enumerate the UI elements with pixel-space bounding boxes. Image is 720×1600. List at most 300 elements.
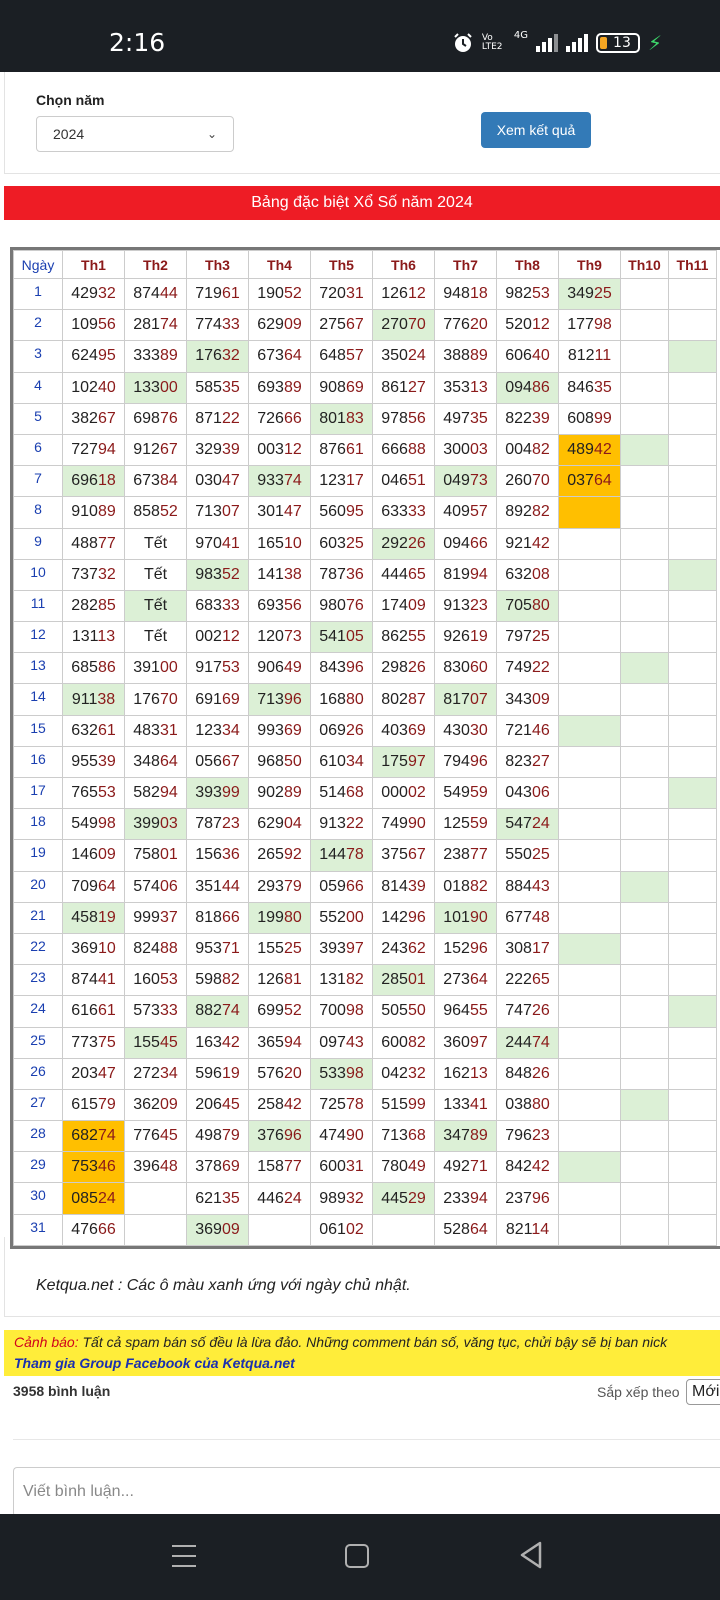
result-last-digits: 64	[469, 1220, 488, 1238]
result-cell	[621, 528, 669, 559]
result-last-digits: 09	[283, 316, 302, 334]
table-row	[14, 1058, 717, 1089]
result-cell	[249, 279, 311, 310]
result-prefix: 403	[381, 721, 408, 739]
sort-label: Sắp xếp theo	[597, 1384, 680, 1400]
result-last-digits: 98	[97, 815, 116, 833]
result-cell	[435, 809, 497, 840]
result-last-digits: 59	[469, 815, 488, 833]
result-prefix: 396	[133, 1158, 160, 1176]
result-last-digits: 64	[283, 347, 302, 365]
result-cell	[559, 341, 621, 372]
result-cell	[497, 746, 559, 777]
table-row	[14, 590, 717, 621]
chevron-down-icon: ⌄	[206, 127, 217, 141]
result-cell	[249, 403, 311, 434]
result-prefix: 700	[319, 1002, 346, 1020]
result-cell	[435, 933, 497, 964]
result-cell	[621, 653, 669, 684]
day-number: 27	[14, 1089, 63, 1120]
result-cell	[311, 1152, 373, 1183]
result-last-digits: 90	[407, 815, 426, 833]
result-prefix: 141	[257, 565, 284, 583]
result-cell	[373, 1121, 435, 1152]
battery-icon	[596, 33, 640, 53]
result-last-digits: 56	[407, 409, 426, 427]
result-last-digits: 39	[221, 441, 240, 459]
result-last-digits: 03	[469, 441, 488, 459]
result-prefix: 955	[71, 752, 98, 770]
result-cell	[373, 902, 435, 933]
result-cell	[187, 653, 249, 684]
result-cell	[125, 965, 187, 996]
result-cell	[311, 965, 373, 996]
result-last-digits: 96	[407, 908, 426, 926]
result-cell	[435, 1183, 497, 1214]
result-last-digits: 92	[283, 846, 302, 864]
result-last-digits: 74	[97, 1127, 116, 1145]
result-last-digits: 77	[97, 534, 116, 552]
result-cell	[621, 1058, 669, 1089]
result-cell	[311, 809, 373, 840]
result-cell	[621, 933, 669, 964]
result-last-digits: 88	[159, 940, 178, 958]
result-prefix: 233	[443, 1189, 470, 1207]
result-last-digits: 76	[159, 409, 178, 427]
result-last-digits: 32	[407, 1064, 426, 1082]
result-last-digits: 52	[221, 565, 240, 583]
day-number: 30	[14, 1183, 63, 1214]
result-cell	[435, 1152, 497, 1183]
result-cell	[373, 1183, 435, 1214]
result-cell	[63, 778, 125, 809]
result-prefix: 488	[71, 534, 98, 552]
result-last-digits: 32	[345, 1189, 364, 1207]
result-last-digits: 98	[593, 316, 612, 334]
comment-input[interactable]: Viết bình luận...	[13, 1467, 720, 1517]
result-cell	[249, 1089, 311, 1120]
result-prefix: 430	[443, 721, 470, 739]
result-cell	[435, 279, 497, 310]
result-cell	[621, 1152, 669, 1183]
result-last-digits: 96	[283, 1127, 302, 1145]
year-select[interactable]	[36, 116, 234, 152]
result-last-digits: 23	[221, 815, 240, 833]
header-month-10: Th10	[621, 251, 669, 279]
result-cell	[621, 715, 669, 746]
result-cell	[559, 590, 621, 621]
result-prefix: 126	[257, 971, 284, 989]
result-cell	[311, 622, 373, 653]
result-prefix: 030	[195, 472, 222, 490]
menu-icon[interactable]	[172, 1545, 196, 1567]
result-prefix: 176	[195, 347, 222, 365]
result-prefix: 964	[443, 1002, 470, 1020]
result-cell	[497, 372, 559, 403]
result-last-digits: 10	[283, 534, 302, 552]
result-last-digits: 67	[345, 316, 364, 334]
result-prefix: 046	[381, 472, 408, 490]
result-cell	[249, 1058, 311, 1089]
result-prefix: 699	[257, 1002, 284, 1020]
result-last-digits: 94	[469, 565, 488, 583]
result-last-digits: 44	[221, 877, 240, 895]
result-cell	[249, 746, 311, 777]
header-month-2: Th2	[125, 251, 187, 279]
result-cell	[621, 559, 669, 590]
result-prefix: 822	[505, 409, 532, 427]
result-cell	[63, 1183, 125, 1214]
year-picker-panel	[4, 72, 720, 174]
result-prefix: 598	[195, 971, 222, 989]
result-last-digits: 99	[407, 1095, 426, 1113]
result-prefix: 549	[443, 784, 470, 802]
result-cell	[125, 715, 187, 746]
result-prefix: 123	[195, 721, 222, 739]
result-cell	[497, 965, 559, 996]
table-row	[14, 933, 717, 964]
result-cell	[125, 1121, 187, 1152]
result-last-digits: 95	[97, 347, 116, 365]
result-last-digits: 70	[531, 472, 550, 490]
result-prefix: 753	[71, 1158, 98, 1176]
result-last-digits: 31	[159, 721, 178, 739]
day-number: 26	[14, 1058, 63, 1089]
sort-select[interactable]: Mới	[686, 1379, 720, 1405]
result-cell	[311, 434, 373, 465]
result-last-digits: 50	[283, 752, 302, 770]
result-cell	[669, 1121, 717, 1152]
result-prefix: 285	[381, 971, 408, 989]
result-cell	[249, 778, 311, 809]
result-cell	[63, 310, 125, 341]
result-cell	[669, 933, 717, 964]
result-last-digits: 86	[531, 378, 550, 396]
result-prefix: 168	[319, 690, 346, 708]
result-cell	[621, 1183, 669, 1214]
result-last-digits: 06	[159, 877, 178, 895]
result-cell	[559, 372, 621, 403]
result-prefix: 861	[381, 378, 408, 396]
result-last-digits: 43	[531, 877, 550, 895]
result-last-digits: 32	[97, 565, 116, 583]
day-number: 29	[14, 1152, 63, 1183]
result-last-digits: 96	[469, 940, 488, 958]
home-icon[interactable]	[345, 1544, 369, 1568]
table-row	[14, 279, 717, 310]
result-cell	[187, 434, 249, 465]
result-last-digits: 74	[531, 1033, 550, 1051]
result-prefix: 059	[319, 877, 346, 895]
result-last-digits: 73	[469, 472, 488, 490]
result-last-digits: 87	[407, 690, 426, 708]
result-cell	[187, 559, 249, 590]
result-cell	[311, 528, 373, 559]
result-cell	[249, 653, 311, 684]
warning-body: Tất cả spam bán số đều là lừa đảo. Những comment bán số, văng tục, chửi bậy sẽ bị ban nick	[78, 1334, 668, 1350]
result-cell	[63, 434, 125, 465]
result-last-digits: 42	[283, 1095, 302, 1113]
result-prefix: 848	[505, 1064, 532, 1082]
result-last-digits: 25	[345, 534, 364, 552]
result-cell	[435, 778, 497, 809]
table-title: Bảng đặc biệt Xổ Số năm 2024	[4, 186, 720, 220]
result-last-digits: 89	[97, 503, 116, 521]
result-last-digits: 38	[97, 690, 116, 708]
result-cell	[497, 590, 559, 621]
result-cell	[125, 497, 187, 528]
result-prefix: 632	[71, 721, 98, 739]
result-cell	[187, 1027, 249, 1058]
result-prefix: 293	[257, 877, 284, 895]
table-row	[14, 778, 717, 809]
day-number: 1	[14, 279, 63, 310]
result-prefix: 911	[71, 690, 98, 708]
result-cell	[311, 996, 373, 1027]
result-cell	[669, 341, 717, 372]
result-last-digits: 88	[407, 441, 426, 459]
result-last-digits: 62	[407, 940, 426, 958]
result-cell	[125, 1089, 187, 1120]
result-prefix: 921	[505, 534, 532, 552]
result-prefix: 391	[133, 659, 160, 677]
result-prefix: 156	[195, 846, 222, 864]
header-month-1: Th1	[63, 251, 125, 279]
status-icons	[452, 30, 662, 56]
signal-icon	[536, 34, 558, 52]
result-prefix: 787	[195, 815, 222, 833]
result-cell	[669, 590, 717, 621]
result-last-digits: 04	[283, 815, 302, 833]
result-cell	[435, 1089, 497, 1120]
result-cell	[435, 684, 497, 715]
result-prefix: 606	[505, 347, 532, 365]
result-last-digits: 24	[407, 347, 426, 365]
result-last-digits: 55	[407, 628, 426, 646]
day-number: 5	[14, 403, 63, 434]
result-cell	[63, 403, 125, 434]
result-cell	[559, 965, 621, 996]
result-prefix: 085	[71, 1189, 98, 1207]
result-cell	[373, 466, 435, 497]
result-cell	[669, 965, 717, 996]
day-number: 15	[14, 715, 63, 746]
result-last-digits: 19	[469, 628, 488, 646]
result-cell	[497, 715, 559, 746]
result-cell	[559, 310, 621, 341]
result-prefix: 376	[257, 1127, 284, 1145]
result-cell	[559, 1089, 621, 1120]
result-prefix: 349	[567, 285, 594, 303]
result-cell	[669, 403, 717, 434]
result-prefix: 244	[505, 1033, 532, 1051]
result-cell	[373, 497, 435, 528]
result-cell	[669, 528, 717, 559]
result-cell	[125, 403, 187, 434]
result-prefix: 165	[257, 534, 284, 552]
result-prefix: 933	[257, 472, 284, 490]
table-row	[14, 1183, 717, 1214]
result-last-digits: 86	[97, 659, 116, 677]
result-last-digits: 33	[221, 596, 240, 614]
result-cell	[373, 1152, 435, 1183]
comments-count: 3958 bình luận	[13, 1383, 111, 1399]
result-prefix: 585	[195, 378, 222, 396]
day-number: 3	[14, 341, 63, 372]
table-row	[14, 965, 717, 996]
result-prefix: 993	[257, 721, 284, 739]
result-last-digits: 89	[159, 347, 178, 365]
result-last-digits: 89	[469, 1127, 488, 1145]
result-prefix: 399	[133, 815, 160, 833]
result-last-digits: 69	[221, 1158, 240, 1176]
result-cell	[63, 372, 125, 403]
result-cell	[125, 778, 187, 809]
result-last-digits: 29	[407, 1189, 426, 1207]
facebook-group-link[interactable]: Tham gia Group Facebook của Ketqua.net	[14, 1355, 295, 1371]
result-cell	[435, 746, 497, 777]
table-row	[14, 497, 717, 528]
result-cell	[311, 279, 373, 310]
result-prefix: 155	[257, 940, 284, 958]
result-cell	[559, 746, 621, 777]
result-prefix: 155	[133, 1033, 160, 1051]
result-cell	[559, 1058, 621, 1089]
result-cell	[311, 933, 373, 964]
result-prefix: 365	[257, 1033, 284, 1051]
result-cell	[621, 684, 669, 715]
result-last-digits: 20	[283, 1064, 302, 1082]
result-prefix: 610	[319, 752, 346, 770]
result-cell	[373, 403, 435, 434]
result-cell	[497, 996, 559, 1027]
result-prefix: 691	[195, 690, 222, 708]
result-last-digits: 13	[469, 1064, 488, 1082]
result-cell	[621, 279, 669, 310]
result-cell	[559, 840, 621, 871]
result-last-digits: 83	[345, 409, 364, 427]
result-prefix: 133	[443, 1095, 470, 1113]
result-prefix: 758	[133, 846, 160, 864]
result-last-digits: 94	[97, 441, 116, 459]
result-last-digits: 35	[469, 409, 488, 427]
result-last-digits: 76	[345, 596, 364, 614]
result-cell	[63, 1152, 125, 1183]
result-cell: Tết	[125, 590, 187, 621]
result-cell	[497, 341, 559, 372]
result-cell	[187, 840, 249, 871]
result-cell	[497, 1183, 559, 1214]
result-last-digits: 78	[345, 846, 364, 864]
table-row	[14, 996, 717, 1027]
result-prefix: 175	[381, 752, 408, 770]
result-last-digits: 33	[159, 1002, 178, 1020]
result-prefix: 238	[443, 846, 470, 864]
back-icon[interactable]	[518, 1540, 544, 1570]
result-cell	[669, 902, 717, 933]
day-number: 25	[14, 1027, 63, 1058]
result-prefix: 042	[381, 1064, 408, 1082]
result-cell	[669, 1089, 717, 1120]
result-prefix: 737	[71, 565, 98, 583]
result-prefix: 926	[443, 628, 470, 646]
result-last-digits: 99	[221, 784, 240, 802]
result-prefix: 747	[505, 1002, 532, 1020]
view-results-button[interactable]: Xem kết quả	[481, 112, 591, 148]
result-prefix: 300	[443, 441, 470, 459]
result-prefix: 648	[319, 347, 346, 365]
result-prefix: 382	[71, 409, 98, 427]
result-last-digits: 26	[407, 659, 426, 677]
result-cell	[311, 653, 373, 684]
result-cell	[311, 1121, 373, 1152]
result-cell	[497, 497, 559, 528]
result-prefix: 603	[319, 534, 346, 552]
result-last-digits: 02	[407, 784, 426, 802]
result-cell	[311, 715, 373, 746]
result-prefix: 709	[71, 877, 98, 895]
result-last-digits: 68	[345, 784, 364, 802]
status-time: 2:16	[109, 28, 166, 57]
result-last-digits: 09	[531, 690, 550, 708]
result-cell	[497, 840, 559, 871]
table-row	[14, 403, 717, 434]
result-cell	[497, 778, 559, 809]
result-prefix: 773	[71, 1033, 98, 1051]
result-cell	[621, 871, 669, 902]
result-cell	[63, 466, 125, 497]
table-row	[14, 434, 717, 465]
result-prefix: 146	[71, 846, 98, 864]
result-cell	[187, 310, 249, 341]
result-cell	[435, 1058, 497, 1089]
result-prefix: 874	[71, 971, 98, 989]
result-cell	[249, 372, 311, 403]
result-last-digits: 53	[159, 971, 178, 989]
result-last-digits: 46	[531, 721, 550, 739]
day-number: 16	[14, 746, 63, 777]
result-last-digits: 46	[97, 1158, 116, 1176]
result-prefix: 725	[319, 1095, 346, 1113]
result-cell	[187, 809, 249, 840]
result-last-digits: 52	[283, 1002, 302, 1020]
result-cell	[311, 372, 373, 403]
result-last-digits: 48	[159, 1158, 178, 1176]
warning-prefix: Cảnh báo:	[14, 1334, 79, 1350]
result-last-digits: 13	[97, 628, 116, 646]
header-month-4: Th4	[249, 251, 311, 279]
result-last-digits: 25	[283, 940, 302, 958]
result-prefix: 874	[133, 285, 160, 303]
result-cell	[125, 310, 187, 341]
result-cell	[497, 310, 559, 341]
result-cell	[311, 1089, 373, 1120]
result-prefix: 272	[133, 1064, 160, 1082]
result-last-digits: 80	[345, 690, 364, 708]
result-last-digits: 55	[469, 1002, 488, 1020]
result-last-digits: 20	[469, 316, 488, 334]
result-prefix: 913	[319, 815, 346, 833]
result-last-digits: 66	[97, 1220, 116, 1238]
result-prefix: 003	[257, 441, 284, 459]
result-last-digits: 68	[407, 1127, 426, 1145]
header-month-8: Th8	[497, 251, 559, 279]
table-row	[14, 528, 717, 559]
result-cell	[187, 372, 249, 403]
result-last-digits: 61	[345, 441, 364, 459]
result-prefix: 102	[71, 378, 98, 396]
day-number: 6	[14, 434, 63, 465]
